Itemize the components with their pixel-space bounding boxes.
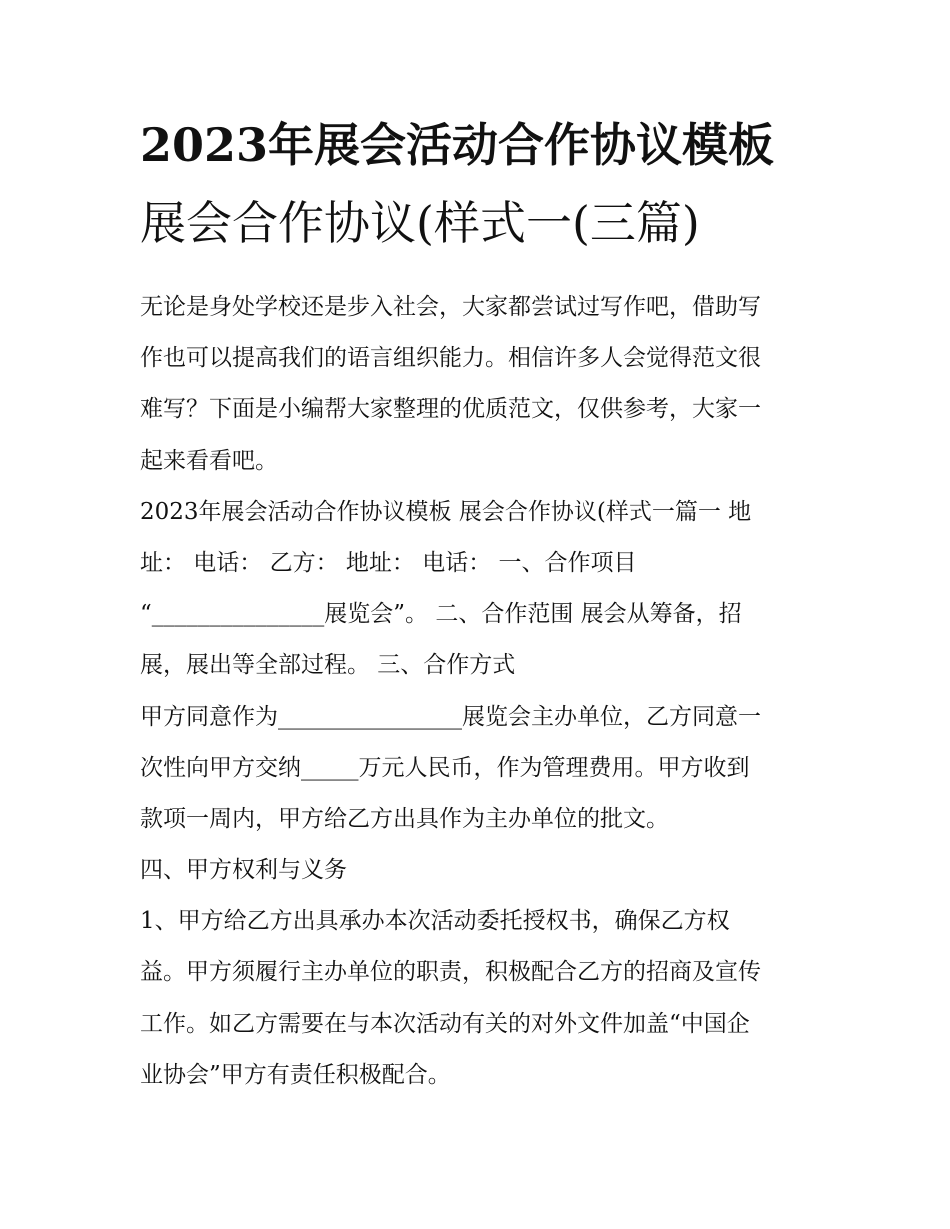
paragraph-line: 款项一周内，甲方给乙方出具作为主办单位的批文。 <box>140 805 669 832</box>
paragraph-line: 展，展出等全部过程。 三、合作方式 <box>140 652 516 679</box>
document-title-line-2: 展会合作协议(样式一(三篇) <box>140 196 700 250</box>
paragraph-line: 难写？下面是小编帮大家整理的优质范文，仅供参考，大家一 <box>140 396 761 423</box>
paragraph-line: 次性向甲方交纳_____万元人民币，作为管理费用。甲方收到 <box>140 754 750 781</box>
paragraph-line: 甲方同意作为________________展览会主办单位，乙方同意一 <box>140 703 761 730</box>
paragraph-line: 1、甲方给乙方出具承办本次活动委托授权书，确保乙方权 <box>140 908 730 935</box>
paragraph-line: 2023年展会活动合作协议模板 展会合作协议(样式一篇一 地 <box>140 498 752 525</box>
paragraph-line: 工作。如乙方需要在与本次活动有关的对外文件加盖“中国企 <box>140 1010 750 1037</box>
paragraph-line: 业协会”甲方有责任积极配合。 <box>140 1061 451 1088</box>
document-body <box>140 282 820 1101</box>
paragraph-line: 起来看看吧。 <box>140 447 278 474</box>
paragraph-line: 作也可以提高我们的语言组织能力。相信许多人会觉得范文很 <box>140 345 761 372</box>
section-heading: 四、甲方权利与义务 <box>140 857 347 884</box>
paragraph-line: 址： 电话： 乙方： 地址： 电话： 一、合作项目 <box>140 549 637 576</box>
paragraph-line: 无论是身处学校还是步入社会，大家都尝试过写作吧，借助写 <box>140 294 761 320</box>
document-title-line-1: 2023年展会活动合作协议模板 <box>140 118 775 172</box>
paragraph-line: 益。甲方须履行主办单位的职责，积极配合乙方的招商及宣传 <box>140 959 761 986</box>
paragraph-line: “_______________展览会”。 二、合作范围 展会从筹备，招 <box>140 601 742 628</box>
